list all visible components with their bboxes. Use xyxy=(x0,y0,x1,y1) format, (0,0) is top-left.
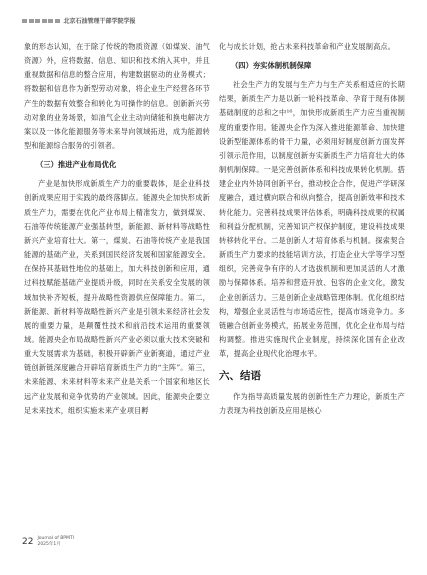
left-column xyxy=(24,40,210,418)
running-header xyxy=(22,16,136,25)
header-decoration xyxy=(22,19,60,23)
footer-date: 2025年1月 xyxy=(37,541,61,547)
subsection-heading: （三）推进产业布局优化 xyxy=(36,160,117,170)
journal-title: 北京石油管理干部学院学报 xyxy=(63,18,136,25)
footer-journal-name: Journal of BPMTI xyxy=(37,536,74,541)
footer-journal xyxy=(37,536,74,547)
paragraph: 象的形态认知，在于除了传统的物质资源（如煤炭、油气资源）外，应将数据、信息、知识和技术纳入其中，并且重视数据和信息的整合应用，构建数据驱动的业务模式；将数据和信息作为新型劳动对象，将企业生产经营各环节产生的数据有效整合和转化为可操作的信息。创新新兴劳动对象的业务场景，如油气企业主动向储能和换电解决方案以及一体化能源服务等未来导向领域拓进，成为能源转型和能源综合服务的引领者。 xyxy=(24,42,210,151)
paragraph: 社会生产力的发展与生产力与生产关系相适应的长期结果，新质生产力是以新一轮科技革命、孕育于现有体制基础制度的总和之中¹⁶，加快形成新质生产力应当重视制度的重要作用。能源央企作为深入推进能源革命、加快建设新型能源体系的骨干力量，必须用好制度创新方面发挥引领示范作用，以制度创新夯实新质生产力培育壮大的体制机制保障。一是完善创新体系和科技成果转化机制。搭建企业内外协同创新平台，推动校企合作，促进产学研深度融合，通过横向联合和纵向整合，提高创新效率和技术转化能力。完善科技成果评估体系，明确科技成果的权属和利益分配机制，完善知识产权保护制度，建设科技成果转移转化平台。二是创新人才培育体系与机制。探索契合新质生产力要求的技能培训方法，打造企业大学等学习型组织，完善竞争有序的人才选拔机制和更加灵活的人才激励与保障体系。培养和营造开放、包容的企业文化，激发企业创新活力。三是创新企业战略管理体制。优化组织结构，增强企业灵活性与市场适应性，提高市场竞争力。多链融合创新业务模式，拓展业务范围，优化企业布局与结构调整。推进实施现代企业制度，持续深化国有企业改革，提高企业现代化治理水平。 xyxy=(219,80,405,359)
page-number: 22 xyxy=(22,536,34,547)
subsection-heading: （四）夯实体制机制保障 xyxy=(231,61,312,71)
paragraph: 作为指导高质量发展的创新性生产力理论，新质生产力表现为科技创新及应用是核心 xyxy=(219,392,405,416)
page-footer xyxy=(22,536,74,547)
section-heading: 六、结语 xyxy=(219,370,261,383)
paragraph: 产业是加快形成新质生产力的重要载体，是企业科技创新成果应用于实践的最终落脚点。能源央企加快形成新质生产力，需要在优化产业布局上精准发力，做到煤炭、石油等传统能源产业强基转型，新能源、新材料等战略性新兴产业培育壮大。第一，煤炭、石油等传统产业是我国能源的基础产业，关系到国民经济发展和国家能源安全。在保持其基础性地位的基础上，加大科技创新和应用，通过科技赋能基础产业提质升级，同时在关系安全发展的领域加快补齐短板，提升战略性资源供应保障能力。第二，新能源、新材料等战略性新兴产业是引领未来经济社会发展的重要力量，是颠覆性技术和前沿技术运用的重要领域。能源央企布局战略性新兴产业必须以重大技术突破和重大发展需求为基础，积极开辟新产业新赛道，通过产业链创新链深度融合开辟培育新质生产力的“主阵”。第三，未来能源、未来材料等未来产业是关系一个国家和地区长远产业发展和竞争优势的产业领域。因此，能源央企要立足未来技术，组织实施未来产业项目孵 xyxy=(24,179,210,415)
paragraph: 化与成长计划，抢占未来科技革命和产业发展制高点。 xyxy=(219,42,396,51)
right-column xyxy=(219,40,405,419)
